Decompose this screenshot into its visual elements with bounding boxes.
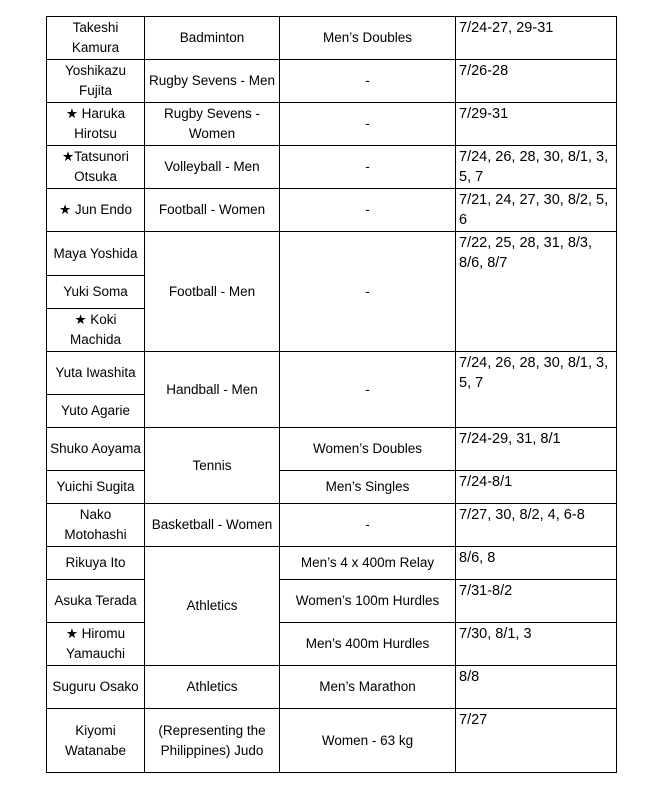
dates-cell: 7/24-8/1 [456,471,617,504]
event-cell: - [280,504,456,547]
table-row [47,547,617,580]
athlete-name: Yuta Iwashita [47,352,145,395]
athlete-name: Yuichi Sugita [47,471,145,504]
sport-cell: Basketball - Women [145,504,280,547]
athlete-name: Asuka Terada [47,580,145,623]
table-row [47,666,617,709]
dates-cell: 7/27, 30, 8/2, 4, 6-8 [456,504,617,547]
event-cell: - [280,103,456,146]
event-cell: Men’s Marathon [280,666,456,709]
athlete-name: Kiyomi Watanabe [47,709,145,773]
table-row [47,428,617,471]
sport-cell: Rugby Sevens - Men [145,60,280,103]
event-cell: Women’s Doubles [280,428,456,471]
athlete-name: Shuko Aoyama [47,428,145,471]
event-cell: Men’s Singles [280,471,456,504]
dates-cell: 7/31-8/2 [456,580,617,623]
dates-cell: 7/30, 8/1, 3 [456,623,617,666]
athlete-name: Takeshi Kamura [47,17,145,60]
dates-cell: 7/24, 26, 28, 30, 8/1, 3, 5, 7 [456,146,617,189]
dates-cell: 7/22, 25, 28, 31, 8/3, 8/6, 8/7 [456,232,617,352]
sport-cell: Badminton [145,17,280,60]
athlete-name: ★ Koki Machida [47,309,145,352]
dates-cell: 7/27 [456,709,617,773]
table-row [47,189,617,232]
athlete-name: ★ Haruka Hirotsu [47,103,145,146]
athlete-name: Rikuya Ito [47,547,145,580]
event-cell: Women - 63 kg [280,709,456,773]
table-row [47,471,617,504]
event-cell: - [280,60,456,103]
table-row [47,17,617,60]
dates-cell: 7/24, 26, 28, 30, 8/1, 3, 5, 7 [456,352,617,428]
sport-cell: Rugby Sevens - Women [145,103,280,146]
event-cell: - [280,189,456,232]
table-row [47,709,617,773]
dates-cell: 8/8 [456,666,617,709]
dates-cell: 7/24-27, 29-31 [456,17,617,60]
table-row [47,146,617,189]
athlete-name: ★ Hiromu Yamauchi [47,623,145,666]
table-row [47,623,617,666]
athlete-schedule-table [46,16,617,773]
sport-cell: Tennis [145,428,280,504]
athlete-name: Maya Yoshida [47,232,145,276]
table-row [47,103,617,146]
table-row [47,232,617,276]
event-cell: - [280,232,456,352]
table-row [47,352,617,395]
table-row [47,504,617,547]
table-row [47,580,617,623]
sport-cell: Football - Men [145,232,280,352]
table-row [47,60,617,103]
athlete-name: Yuto Agarie [47,395,145,428]
sport-cell: Volleyball - Men [145,146,280,189]
event-cell: Men’s 4 x 400m Relay [280,547,456,580]
event-cell: Men’s 400m Hurdles [280,623,456,666]
sport-cell: Handball - Men [145,352,280,428]
dates-cell: 7/24-29, 31, 8/1 [456,428,617,471]
dates-cell: 7/29-31 [456,103,617,146]
event-cell: Men’s Doubles [280,17,456,60]
dates-cell: 8/6, 8 [456,547,617,580]
athlete-name: ★ Jun Endo [47,189,145,232]
sport-cell: Football - Women [145,189,280,232]
athlete-name: Nako Motohashi [47,504,145,547]
athlete-name: Suguru Osako [47,666,145,709]
athlete-name: Yuki Soma [47,276,145,309]
sport-cell: (Representing the Philippines) Judo [145,709,280,773]
event-cell: - [280,352,456,428]
athlete-name: Yoshikazu Fujita [47,60,145,103]
sport-cell: Athletics [145,547,280,666]
athlete-name: ★Tatsunori Otsuka [47,146,145,189]
dates-cell: 7/26-28 [456,60,617,103]
event-cell: - [280,146,456,189]
dates-cell: 7/21, 24, 27, 30, 8/2, 5, 6 [456,189,617,232]
sport-cell: Athletics [145,666,280,709]
event-cell: Women’s 100m Hurdles [280,580,456,623]
